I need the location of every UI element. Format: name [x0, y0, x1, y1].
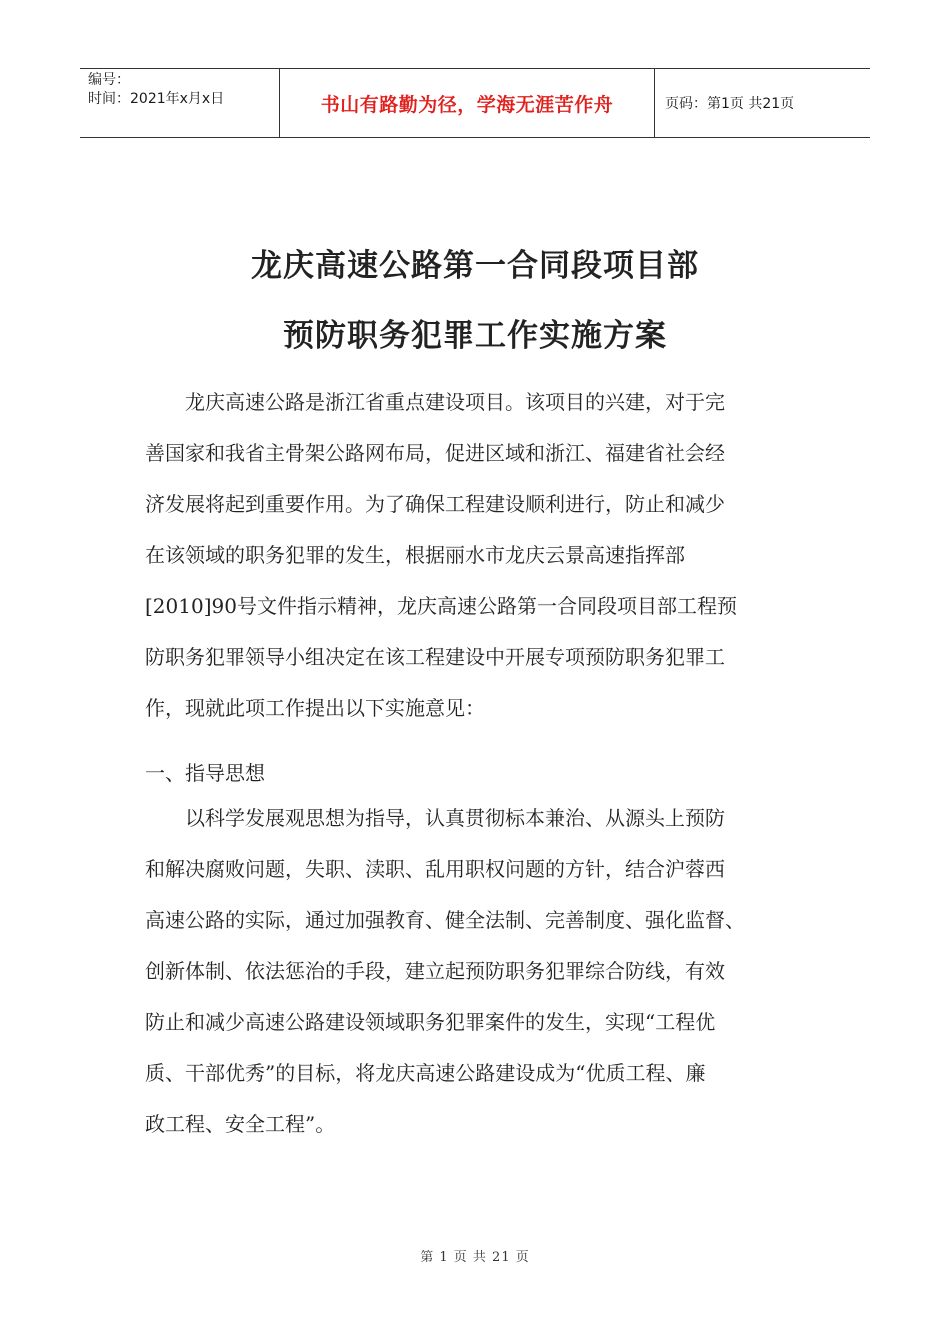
header-meta	[80, 69, 280, 137]
document-time-label: 时间：2021年x月x日	[88, 91, 225, 107]
paragraph-line: 善国家和我省主骨架公路网布局，促进区域和浙江、福建省社会经	[145, 441, 725, 465]
paragraph-line: 防止和减少高速公路建设领域职务犯罪案件的发生，实现“工程优	[145, 1010, 716, 1034]
section-heading: 一、指导思想	[145, 761, 265, 785]
document-title-line1: 龙庆高速公路第一合同段项目部	[251, 248, 699, 284]
paragraph-line: 创新体制、依法惩治的手段，建立起预防职务犯罪综合防线，有效	[145, 959, 725, 983]
header-motto: 书山有路勤为径，学海无涯苦作舟	[280, 69, 655, 137]
paragraph-line: 防职务犯罪领导小组决定在该工程建设中开展专项预防职务犯罪工	[145, 645, 725, 669]
section-paragraph	[145, 793, 800, 1150]
paragraph-line: [2010]90号文件指示精神，龙庆高速公路第一合同段项目部工程预	[145, 594, 737, 618]
paragraph-line: 济发展将起到重要作用。为了确保工程建设顺利进行，防止和减少	[145, 492, 725, 516]
document-title-line2: 预防职务犯罪工作实施方案	[283, 318, 667, 354]
page-footer: 第 1 页 共 21 页	[420, 1250, 530, 1265]
paragraph-line: 政工程、安全工程”。	[145, 1112, 336, 1136]
paragraph-line: 以科学发展观思想为指导，认真贯彻标本兼治、从源头上预防	[145, 806, 725, 830]
intro-paragraph	[145, 377, 800, 734]
document-header	[80, 68, 870, 138]
paragraph-line: 和解决腐败问题，失职、渎职、乱用职权问题的方针，结合沪蓉西	[145, 857, 725, 881]
paragraph-line: 高速公路的实际，通过加强教育、健全法制、完善制度、强化监督、	[145, 908, 745, 932]
header-page-info: 页码：第1页 共21页	[665, 96, 795, 112]
paragraph-line: 在该领域的职务犯罪的发生，根据丽水市龙庆云景高速指挥部	[145, 543, 685, 567]
paragraph-line: 龙庆高速公路是浙江省重点建设项目。该项目的兴建，对于完	[145, 390, 725, 414]
paragraph-line: 作，现就此项工作提出以下实施意见：	[145, 696, 485, 720]
paragraph-line: 质、干部优秀”的目标，将龙庆高速公路建设成为“优质工程、廉	[145, 1061, 706, 1085]
document-number-label: 编号：	[88, 72, 130, 88]
